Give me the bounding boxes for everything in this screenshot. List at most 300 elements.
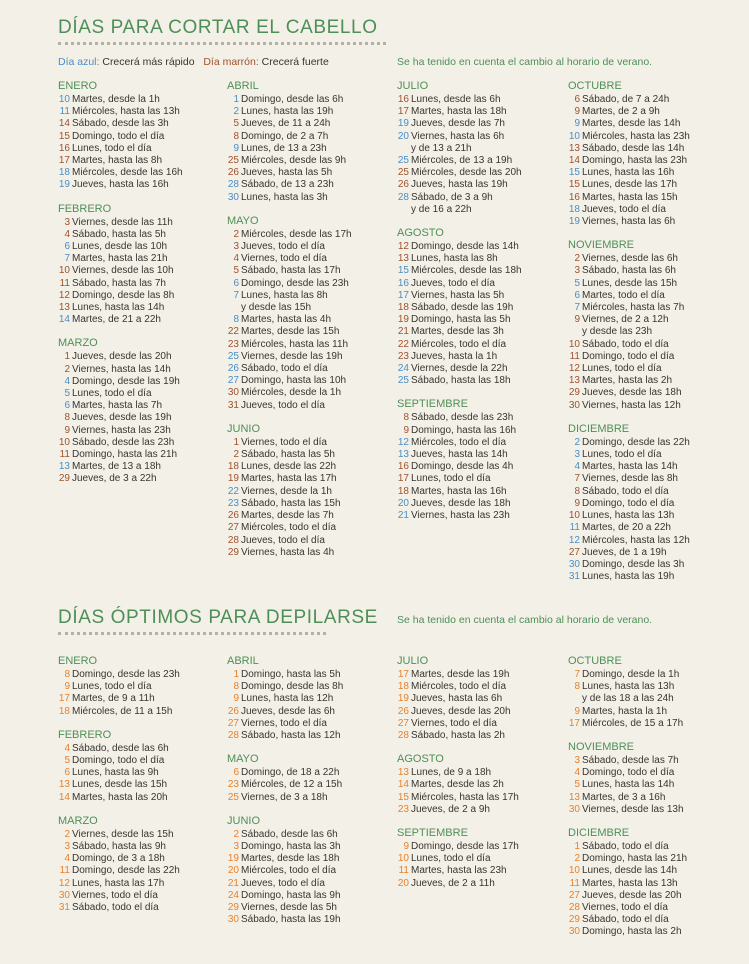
day-entry [227, 853, 343, 865]
day-description: Miércoles, hasta las 13h [72, 106, 180, 118]
day-number: 17 [58, 693, 70, 705]
month-heading: FEBRERO [58, 728, 112, 741]
day-description: Viernes, todo el día [411, 717, 497, 729]
day-number: 25 [227, 350, 239, 362]
day-number: 16 [58, 142, 70, 154]
day-entry [58, 143, 183, 155]
day-description: Martes, desde las 18h [241, 853, 340, 865]
day-number: 18 [397, 681, 409, 693]
day-entry [227, 131, 352, 143]
day-entry [568, 131, 690, 143]
day-entry [568, 143, 690, 155]
day-description: Miércoles, de 12 a 15h [241, 779, 343, 791]
day-entry [397, 804, 519, 816]
day-entry [568, 779, 687, 791]
day-number: 28 [227, 730, 239, 742]
day-entry [568, 914, 687, 926]
day-description: Martes, hasta las 8h [72, 155, 163, 167]
day-number: 6 [64, 767, 70, 779]
day-number: 8 [64, 412, 70, 424]
day-entry [58, 253, 183, 265]
day-description: Viernes, desde la 1h [241, 485, 332, 497]
day-number: 25 [397, 167, 409, 179]
day-entry [227, 706, 343, 718]
day-number: 13 [568, 142, 580, 154]
day-description: Sábado, hasta las 6h [582, 265, 676, 277]
day-description: Lunes, hasta las 12h [241, 693, 334, 705]
day-entry [397, 278, 522, 290]
day-entry [397, 363, 522, 375]
day-description: Viernes, desde las 6h [582, 253, 678, 265]
waxing-column-3 [397, 655, 519, 890]
day-description: Lunes, desde las 15h [72, 779, 168, 791]
day-entry [397, 253, 522, 265]
day-number: 31 [568, 571, 580, 583]
day-number: 29 [227, 546, 239, 558]
day-number: 4 [574, 461, 580, 473]
day-number: 18 [58, 167, 70, 179]
day-number: 6 [574, 289, 580, 301]
legend-blue-label: Día azul: [58, 56, 100, 68]
day-number: 3 [233, 841, 239, 853]
day-description: Jueves, todo el día [241, 399, 325, 411]
day-entry [58, 767, 180, 779]
day-entry [568, 669, 687, 681]
day-entry [568, 253, 690, 265]
day-number: 1 [64, 351, 70, 363]
day-entry [568, 865, 687, 877]
day-number [397, 143, 409, 155]
waxing-section-title: DÍAS ÓPTIMOS PARA DEPILARSE [58, 607, 378, 628]
day-entry [58, 841, 180, 853]
day-number: 10 [58, 436, 70, 448]
day-entry [58, 179, 183, 191]
day-description: Lunes, desde las 17h [582, 179, 678, 191]
day-entry [58, 302, 183, 314]
day-description: Domingo, todo el día [582, 497, 675, 509]
waxing-column-4 [568, 655, 687, 939]
day-description: Lunes, hasta las 19h [582, 571, 675, 583]
day-entry [568, 278, 690, 290]
day-description: Domingo, desde las 8h [72, 289, 175, 301]
day-number: 4 [574, 767, 580, 779]
day-number: 5 [64, 388, 70, 400]
day-number: 8 [574, 485, 580, 497]
day-number: 25 [397, 375, 409, 387]
day-entry [58, 669, 180, 681]
day-number: 9 [64, 681, 70, 693]
day-entry [397, 241, 522, 253]
day-entry [568, 155, 690, 167]
day-number: 18 [568, 203, 580, 215]
day-number [397, 204, 409, 216]
day-number: 27 [227, 375, 239, 387]
day-description: Lunes, desde las 6h [411, 94, 501, 105]
day-number: 28 [397, 730, 409, 742]
day-description: Sábado, todo el día [582, 485, 669, 497]
day-description: Sábado, desde las 14h [582, 142, 685, 154]
day-description: Sábado, hasta las 5h [241, 449, 335, 461]
day-description: Viernes, todo el día [582, 902, 668, 914]
day-entry [227, 143, 352, 155]
day-entry [568, 387, 690, 399]
day-number: 19 [568, 216, 580, 228]
day-description: Domingo, de 3 a 18h [72, 853, 165, 865]
day-number: 4 [64, 375, 70, 387]
day-number: 28 [227, 534, 239, 546]
hair-section-title: DÍAS PARA CORTAR EL CABELLO [58, 17, 378, 38]
day-entry [58, 118, 183, 130]
day-number: 7 [574, 302, 580, 314]
day-number: 9 [574, 314, 580, 326]
day-entry [227, 841, 343, 853]
day-entry [397, 878, 519, 890]
day-number: 26 [227, 363, 239, 375]
day-description: Lunes, todo el día [582, 449, 662, 461]
month-heading: AGOSTO [397, 753, 444, 766]
day-number: 2 [233, 449, 239, 461]
day-entry [568, 853, 687, 865]
legend-brown-text: Crecerá fuerte [258, 56, 329, 68]
day-entry [58, 890, 180, 902]
day-number: 12 [568, 363, 580, 375]
day-entry [568, 449, 690, 461]
day-description: Martes, hasta las 21h [72, 253, 168, 265]
day-entry [397, 669, 519, 681]
day-description: Domingo, desde las 23h [72, 669, 180, 680]
day-number: 16 [568, 191, 580, 203]
day-number: 14 [58, 314, 70, 326]
day-description: Jueves, de 3 a 22h [72, 473, 157, 485]
day-entry [58, 461, 183, 473]
day-description: Martes, desde las 2h [411, 779, 504, 791]
day-number: 13 [58, 461, 70, 473]
day-entry [397, 498, 522, 510]
day-number: 30 [568, 926, 580, 938]
day-description: Lunes, hasta las 8h [411, 253, 498, 265]
day-number: 30 [227, 914, 239, 926]
day-number: 2 [233, 228, 239, 240]
day-description: Jueves, hasta las 14h [411, 449, 508, 461]
day-entry [227, 681, 343, 693]
day-description: Miércoles, hasta las 23h [582, 130, 690, 142]
day-entry [58, 829, 180, 841]
day-description: Viernes, desde la 22h [411, 363, 508, 375]
day-entry [568, 767, 687, 779]
day-number: 13 [568, 791, 580, 803]
day-description: Jueves, todo el día [241, 534, 325, 546]
day-number: 10 [568, 130, 580, 142]
day-entry [397, 118, 522, 130]
day-entry [227, 265, 352, 277]
day-entry [58, 743, 180, 755]
day-entry [58, 853, 180, 865]
day-number: 5 [574, 779, 580, 791]
day-entry [397, 718, 519, 730]
day-description: Miércoles, desde la 1h [241, 387, 342, 399]
day-number: 10 [568, 338, 580, 350]
day-entry [397, 730, 519, 742]
day-entry [568, 314, 690, 326]
day-entry [397, 865, 519, 877]
day-number: 25 [227, 155, 239, 167]
title-divider [58, 42, 386, 45]
day-entry [227, 351, 352, 363]
day-entry [58, 155, 183, 167]
day-description: Miércoles, desde las 18h [411, 265, 522, 277]
month-heading: MAYO [227, 214, 259, 227]
day-number: 10 [568, 510, 580, 522]
day-number: 30 [568, 399, 580, 411]
day-description: Martes, de 13 a 18h [72, 461, 161, 473]
day-entry [58, 902, 180, 914]
day-entry [227, 547, 352, 559]
day-number: 6 [574, 94, 580, 105]
day-number: 17 [397, 669, 409, 680]
day-number: 28 [568, 902, 580, 914]
day-entry [227, 167, 352, 179]
month-heading: NOVIEMBRE [568, 239, 635, 252]
day-entry [397, 792, 519, 804]
month-heading: FEBRERO [58, 202, 112, 215]
day-entry [568, 890, 687, 902]
day-entry [58, 878, 180, 890]
day-entry [58, 241, 183, 253]
day-description: Miércoles, todo el día [411, 681, 507, 693]
month-heading: ENERO [58, 80, 98, 92]
title-divider [58, 632, 326, 635]
day-number: 12 [58, 877, 70, 889]
day-description: Martes, hasta la 1h [582, 705, 668, 717]
day-number: 22 [397, 338, 409, 350]
day-number: 6 [64, 400, 70, 412]
day-description: Domingo, hasta las 21h [72, 449, 178, 461]
day-description: Lunes, hasta las 13h [582, 510, 675, 522]
day-number: 18 [227, 461, 239, 473]
day-entry [568, 486, 690, 498]
month-heading: AGOSTO [397, 227, 444, 240]
day-number: 13 [58, 779, 70, 791]
day-description: Martes, de 2 a 9h [582, 106, 660, 118]
day-description: Domingo, hasta las 21h [582, 853, 688, 865]
day-number: 9 [403, 424, 409, 436]
day-description: Sábado, desde las 3h [72, 118, 169, 130]
day-entry [397, 841, 519, 853]
day-description: Jueves, hasta las 5h [241, 167, 333, 179]
day-description: Domingo, hasta las 23h [582, 155, 688, 167]
day-description: y desde las 23h [582, 326, 653, 338]
day-number: 25 [397, 155, 409, 167]
day-number [568, 693, 580, 705]
day-description: Viernes, de 2 a 12h [582, 314, 669, 326]
day-description: Domingo, hasta las 16h [411, 424, 517, 436]
day-entry [227, 535, 352, 547]
day-description: Viernes, hasta las 6h [411, 130, 505, 142]
day-description: Viernes, hasta las 6h [582, 216, 676, 228]
day-number: 5 [233, 118, 239, 130]
month-heading: ABRIL [227, 80, 259, 92]
day-description: Sábado, desde las 6h [241, 828, 338, 840]
day-number: 30 [568, 803, 580, 815]
day-description: Viernes, desde las 10h [72, 265, 174, 277]
legend-brown-label: Día marrón: [203, 56, 259, 68]
day-entry [227, 914, 343, 926]
day-entry [397, 106, 522, 118]
day-entry [568, 473, 690, 485]
day-description: Lunes, desde las 15h [582, 277, 678, 289]
legend-blue-text: Crecerá más rápido [99, 56, 195, 68]
day-entry [568, 461, 690, 473]
day-description: Martes, desde las 7h [241, 510, 334, 522]
day-description: Martes, hasta las 2h [582, 375, 673, 387]
day-entry [227, 498, 352, 510]
day-description: Viernes, todo el día [241, 253, 327, 265]
dst-note: Se ha tenido en cuenta el cambio al horario de verano. [397, 614, 653, 626]
day-entry [568, 375, 690, 387]
day-description: Martes, de 21 a 22h [72, 314, 161, 326]
day-entry [227, 693, 343, 705]
day-number: 2 [64, 363, 70, 375]
day-entry [568, 522, 690, 534]
day-description: Martes, hasta las 16h [411, 485, 507, 497]
day-number: 1 [574, 841, 580, 853]
day-number: 2 [233, 828, 239, 840]
day-number: 2 [233, 106, 239, 118]
day-number: 26 [227, 167, 239, 179]
day-description: Domingo, desde las 4h [411, 461, 514, 473]
hair-column-1 [58, 80, 183, 486]
day-description: Miércoles, todo el día [411, 436, 507, 448]
day-entry [227, 902, 343, 914]
day-description: Domingo, desde las 3h [582, 558, 685, 570]
day-entry [397, 779, 519, 791]
day-description: Miércoles, desde las 16h [72, 167, 183, 179]
month-heading: JULIO [397, 655, 429, 667]
day-entry [227, 473, 352, 485]
day-entry [397, 143, 522, 155]
day-number: 4 [64, 742, 70, 754]
day-entry [568, 841, 687, 853]
day-number: 18 [397, 485, 409, 497]
day-entry [227, 890, 343, 902]
day-entry [58, 437, 183, 449]
day-description: Domingo, hasta las 10h [241, 375, 347, 387]
day-number: 16 [397, 94, 409, 105]
day-entry [397, 473, 522, 485]
day-description: Viernes, hasta las 23h [411, 510, 510, 522]
day-description: Jueves, desde las 20h [72, 351, 172, 363]
day-number: 7 [233, 289, 239, 301]
day-entry [568, 706, 687, 718]
day-number: 18 [58, 705, 70, 717]
day-number: 7 [574, 669, 580, 680]
day-description: Domingo, todo el día [72, 130, 165, 142]
day-number: 15 [58, 130, 70, 142]
day-number: 26 [397, 705, 409, 717]
day-entry [227, 878, 343, 890]
day-description: Domingo, hasta las 5h [411, 314, 511, 326]
day-number: 27 [227, 717, 239, 729]
legend [58, 56, 329, 68]
day-description: Martes, de 3 a 16h [582, 791, 666, 803]
day-description: Jueves, de 1 a 19h [582, 546, 667, 558]
day-description: Lunes, hasta las 3h [241, 191, 328, 203]
day-entry [568, 902, 687, 914]
day-description: Domingo, de 18 a 22h [241, 767, 340, 779]
day-description: Martes, hasta las 18h [411, 106, 507, 118]
day-number: 8 [403, 412, 409, 424]
day-description: Domingo, todo el día [72, 755, 165, 767]
day-number: 11 [59, 106, 70, 118]
day-entry [568, 878, 687, 890]
day-description: Domingo, desde las 6h [241, 94, 344, 105]
day-number: 11 [59, 277, 70, 289]
day-description: Miércoles, hasta las 12h [582, 534, 690, 546]
month-heading: MARZO [58, 814, 98, 827]
day-number: 20 [397, 130, 409, 142]
day-entry [568, 106, 690, 118]
day-entry [58, 106, 183, 118]
day-number: 19 [227, 473, 239, 485]
day-description: Viernes, todo el día [72, 889, 158, 901]
month-heading: SEPTIEMBRE [397, 827, 468, 840]
hair-column-2 [227, 80, 352, 559]
day-description: Martes, desde las 19h [411, 669, 510, 680]
day-description: Viernes, desde las 5h [241, 902, 337, 914]
day-entry [227, 339, 352, 351]
day-number: 27 [568, 889, 580, 901]
day-description: Domingo, desde las 14h [411, 241, 519, 253]
day-number: 11 [569, 350, 580, 362]
waxing-column-1 [58, 655, 180, 914]
day-entry [58, 314, 183, 326]
day-description: Viernes, de 3 a 18h [241, 791, 328, 803]
day-entry [58, 425, 183, 437]
day-description: Sábado, hasta las 12h [241, 730, 341, 742]
day-description: Jueves, todo el día [582, 203, 666, 215]
day-entry [227, 94, 352, 106]
day-number: 13 [397, 767, 409, 779]
day-entry [397, 179, 522, 191]
day-entry [227, 314, 352, 326]
day-number: 11 [569, 522, 580, 534]
day-description: Martes, hasta las 20h [72, 791, 168, 803]
day-entry [397, 265, 522, 277]
day-number: 12 [397, 241, 409, 253]
day-number: 30 [227, 387, 239, 399]
day-description: Viernes, todo el día [241, 717, 327, 729]
day-number: 29 [568, 914, 580, 926]
day-entry [568, 94, 690, 106]
day-description: Martes, desde las 15h [241, 326, 340, 338]
day-number: 19 [397, 314, 409, 326]
day-description: Lunes, todo el día [72, 142, 152, 154]
day-description: Miércoles, todo el día [241, 522, 337, 534]
day-description: Martes, hasta las 15h [582, 191, 678, 203]
day-description: Lunes, hasta las 14h [72, 302, 165, 314]
day-number: 13 [397, 253, 409, 265]
day-description: Lunes, de 13 a 23h [241, 142, 327, 154]
day-description: Jueves, hasta la 1h [411, 350, 498, 362]
month-heading: NOVIEMBRE [568, 741, 635, 754]
day-description: Miércoles, hasta las 11h [241, 338, 349, 350]
day-entry [227, 461, 352, 473]
day-number: 14 [568, 155, 580, 167]
day-entry [58, 278, 183, 290]
day-number: 26 [227, 705, 239, 717]
day-entry [227, 290, 352, 302]
month-heading: OCTUBRE [568, 655, 622, 667]
